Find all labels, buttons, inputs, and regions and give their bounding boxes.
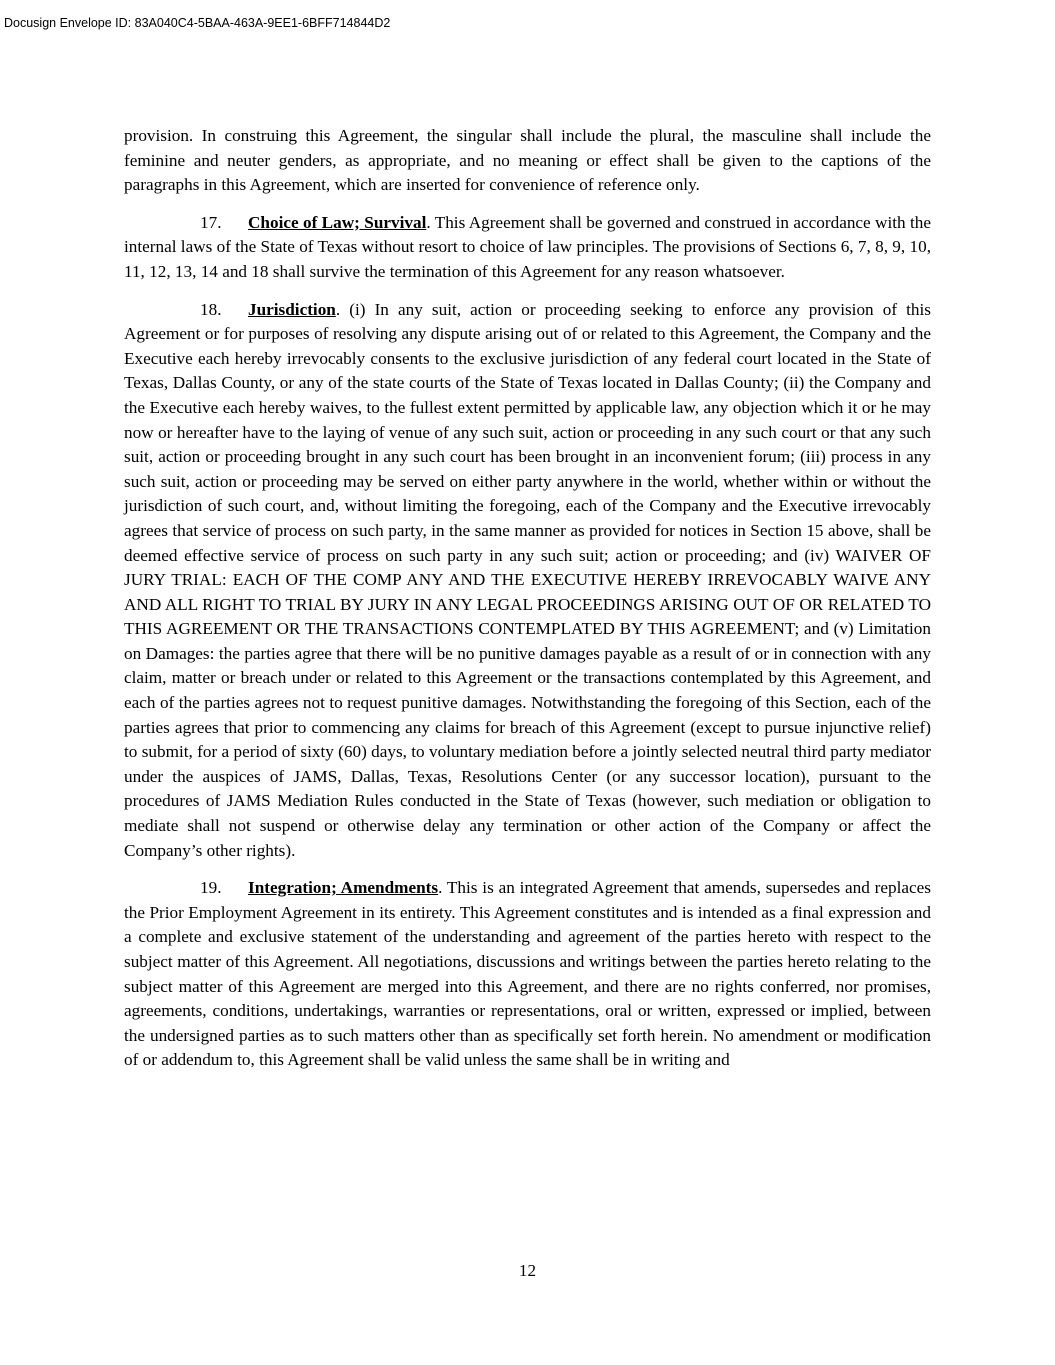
- section-18-heading: Jurisdiction: [248, 299, 336, 319]
- section-17-number: 17.: [200, 212, 222, 232]
- section-18-body: . (i) In any suit, action or proceeding seeking to enforce any provision of this Agreement or for purposes of resolving any dispute arising out of or related to this Agreement, the Company and the Executive each hereby irrevocably consents to the exclusive jurisdiction of any federal court located in the State of Texas, Dallas County, or any of the state courts of the State of Texas located in Dallas County; (ii) the Company and the Executive each hereby waives, to the fullest extent permitted by applicable law, any objection which it or he may now or hereafter have to the laying of venue of any such suit, action or proceeding in any such court or that any such suit, action or proceeding brought in any such court has been brought in an inconvenient forum; (iii) process in any such suit, action or proceeding may be served on either party anywhere in the world, whether within or without the jurisdiction of such court, and, without limiting the foregoing, each of the Company and the Executive irrevocably agrees that service of process on such party, in the same manner as provided for notices in Section 15 above, shall be deemed effective service of process on such party in any such suit; action or proceeding; and (iv) WAIVER OF JURY TRIAL: EACH OF THE COMP ANY AND THE EXECUTIVE HEREBY IRREVOCABLY WAIVE ANY AND ALL RIGHT TO TRIAL BY JURY IN ANY LEGAL PROCEEDINGS ARISING OUT OF OR RELATED TO THIS AGREEMENT OR THE TRANSACTIONS CONTEMPLATED BY THIS AGREEMENT; and (v) Limitation on Damages: the parties agree that there will be no punitive damages payable as a result of or in connection with any claim, matter or breach under or related to this Agreement or the transactions contemplated by this Agreement, and each of the parties agrees not to request punitive damages. Notwithstanding the foregoing of this Section, each of the parties agrees that prior to commencing any claims for breach of this Agreement (except to pursue injunctive relief) to submit, for a period of sixty (60) days, to voluntary mediation before a jointly selected neutral third party mediator under the auspices of JAMS, Dallas, Texas, Resolutions Center (or any successor location), pursuant to the procedures of JAMS Mediation Rules conducted in the State of Texas (however, such mediation or obligation to mediate shall not suspend or otherwise delay any termination or other action of the Company or affect the Company’s other rights).: [124, 299, 931, 860]
- paragraph-intro: provision. In construing this Agreement, the singular shall include the plural, the masculine shall include the feminine and neuter genders, as appropriate, and no meaning or effect shall be given to the captions of the paragraphs in this Agreement, which are inserted for convenience of reference only.: [124, 126, 931, 195]
- section-19-number: 19.: [200, 878, 222, 898]
- section-19: [124, 876, 931, 1073]
- section-18: [124, 298, 931, 864]
- section-19-body: . This is an integrated Agreement that amends, supersedes and replaces the Prior Employment Agreement in its entirety. This Agreement constitutes and is intended as a final expression and a complete and exclusive statement of the understanding and agreement of the parties hereto with respect to the subject matter of this Agreement. All negotiations, discussions and writings between the parties hereto relating to the subject matter of this Agreement are merged into this Agreement, and there are no rights conferred, nor promises, agreements, conditions, undertakings, warranties or representations, oral or written, expressed or implied, between the undersigned parties as to such matters other than as specifically set forth herein. No amendment or modification of or addendum to, this Agreement shall be valid unless the same shall be in writing and: [124, 878, 931, 1070]
- section-17: [124, 211, 931, 285]
- section-17-heading: Choice of Law; Survival: [248, 212, 427, 232]
- docusign-envelope-id: Docusign Envelope ID: 83A040C4-5BAA-463A-9EE1-6BFF714844D2: [4, 16, 391, 30]
- section-19-heading: Integration; Amendments: [248, 878, 439, 898]
- page-number: 12: [518, 1261, 537, 1280]
- section-17-body: . This Agreement shall be governed and construed in accordance with the internal laws of the State of Texas without resort to choice of law principles. The provisions of Sections 6, 7, 8, 9, 10, 11, 12, 13, 14 and 18 shall survive the termination of this Agreement for any reason whatsoever.: [124, 212, 931, 281]
- document-body: [124, 124, 931, 1086]
- section-18-number: 18.: [200, 299, 222, 319]
